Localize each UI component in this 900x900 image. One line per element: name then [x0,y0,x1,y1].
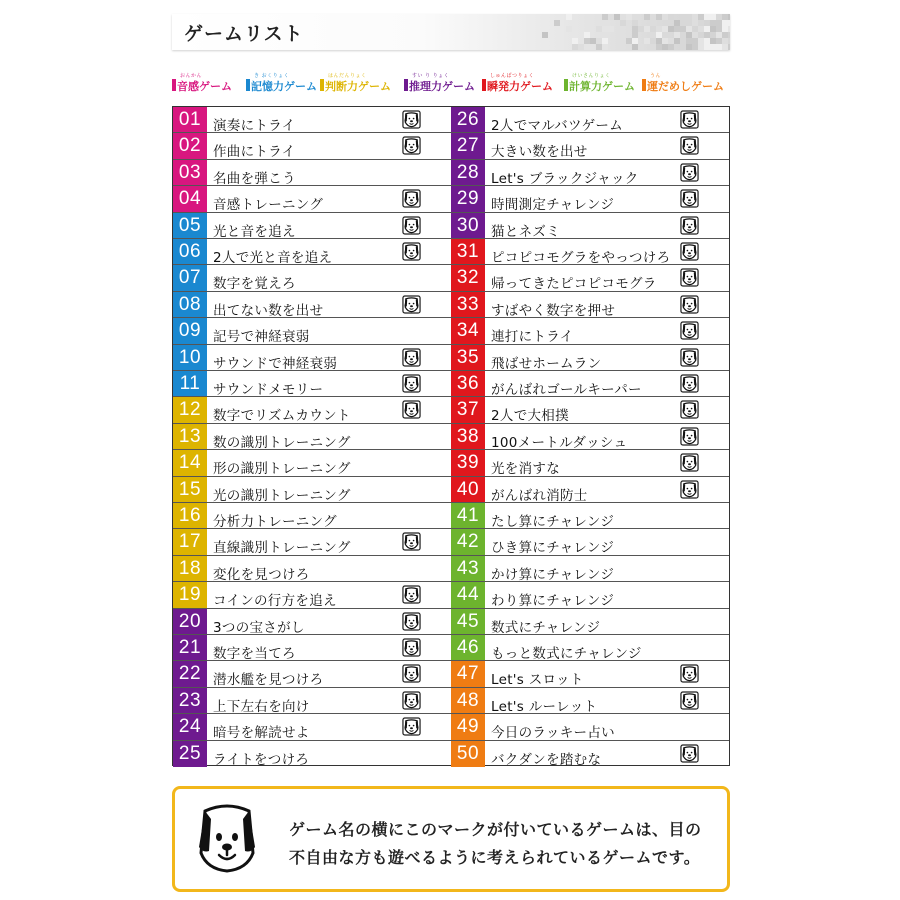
game-number: 37 [451,397,485,422]
legend-label: 計算力ゲーム [569,80,635,93]
dog-face-icon [402,189,421,208]
dog-face-icon [680,348,699,367]
legend-item [320,73,391,94]
game-name: ひき算にチャレンジ [491,540,615,557]
game-name: Let's ブラックジャック [491,170,639,187]
game-number: 27 [451,133,485,158]
legend-color-swatch [404,79,408,91]
legend-color-swatch [172,79,176,91]
game-row [451,529,729,555]
dog-face-icon [680,321,699,340]
game-number: 06 [173,239,207,264]
game-row [451,345,729,371]
legend-ruby: けいさんりょく [572,73,611,79]
dog-face-icon [402,612,421,631]
dog-face-icon [402,400,421,419]
legend-color-swatch [642,79,646,91]
game-name: もっと数式にチャレンジ [491,646,642,662]
game-number: 08 [173,292,207,317]
dog-face-icon [680,480,699,499]
game-name: 演奏にトライ [213,118,296,134]
game-number: 33 [451,292,485,317]
accessibility-note [172,786,730,892]
dog-face-icon [402,216,421,235]
game-number: 01 [173,107,207,132]
game-name: 100メートルダッシュ [491,434,628,451]
game-name: 形の識別トレーニング [213,461,351,478]
game-name: がんばれゴールキーパー [491,382,642,398]
legend-ruby: おんかん [180,73,203,79]
game-row [173,213,451,239]
legend-ruby: はんだんりょく [328,73,367,79]
game-number: 22 [173,661,207,686]
game-name: ピコピコモグラをやっつけろ [491,250,671,266]
game-row [173,424,451,450]
game-name: Let's ルーレット [491,698,598,715]
legend-label: 運だめしゲーム [647,80,724,93]
game-row [173,318,451,344]
game-name: たし算にチャレンジ [491,514,615,530]
dog-face-icon [402,585,421,604]
game-name: 数字でリズムカウント [213,408,351,425]
game-name: 光を消すな [491,461,560,478]
dog-face-icon [680,163,699,182]
game-name: ライトをつけろ [213,751,310,768]
game-number: 38 [451,424,485,449]
game-row [451,556,729,582]
game-row [173,609,451,635]
game-row [173,345,451,371]
game-row [173,661,451,687]
game-row [451,292,729,318]
game-name: 3つの宝さがし [213,619,305,636]
game-row [173,239,451,265]
game-row [173,397,451,423]
game-name: バクダンを踏むな [491,751,602,768]
dog-face-icon [680,400,699,419]
game-number: 21 [173,635,207,660]
game-number: 32 [451,265,485,290]
game-row [173,635,451,661]
game-row [451,160,729,186]
game-number: 10 [173,345,207,370]
game-name: 数の識別トレーニング [213,434,351,451]
game-row [173,133,451,159]
game-row [451,371,729,397]
legend-item [564,73,635,94]
game-number: 07 [173,265,207,290]
game-number: 48 [451,688,485,713]
game-number: 24 [173,714,207,739]
game-row [173,714,451,740]
dog-face-icon [680,268,699,287]
legend-color-swatch [564,79,568,91]
title-bar [172,14,730,50]
game-row [173,371,451,397]
game-row [451,213,729,239]
game-number: 36 [451,371,485,396]
game-number: 31 [451,239,485,264]
game-name: 連打にトライ [491,329,574,346]
game-row [451,635,729,661]
game-row [451,582,729,608]
dog-face-icon [680,295,699,314]
legend-ruby: すい り りょく [412,73,450,79]
dog-face-icon [680,453,699,472]
game-name: 猫とネズミ [491,223,560,240]
game-row [173,450,451,476]
game-number: 09 [173,318,207,343]
dog-face-icon [402,242,421,261]
dog-face-icon [402,348,421,367]
game-row [173,477,451,503]
game-row [173,688,451,714]
game-name: 時間測定チャレンジ [491,197,615,214]
game-list-right-column [451,107,729,768]
game-row [451,107,729,133]
dog-face-icon [402,638,421,657]
game-number: 17 [173,529,207,554]
game-row [451,133,729,159]
dog-face-icon [402,532,421,551]
game-number: 45 [451,609,485,634]
dog-face-icon [197,801,257,875]
dog-face-icon [680,374,699,393]
dog-face-icon [402,110,421,129]
game-name: 変化を見つけろ [213,566,310,583]
game-name: 直線識別トレーニング [213,540,351,557]
game-name: すばやく数字を押せ [491,302,616,319]
game-row [173,503,451,529]
page-title: ゲームリスト [184,23,304,45]
game-row [173,582,451,608]
game-number: 42 [451,529,485,554]
game-row [451,661,729,687]
game-name: コインの行方を追え [213,593,337,610]
dog-face-icon [680,691,699,710]
legend-item [482,73,553,94]
game-name: 今日のラッキー占い [491,725,615,742]
game-number: 02 [173,133,207,158]
dog-face-icon [402,374,421,393]
game-number: 40 [451,477,485,502]
legend-label: 音感ゲーム [177,80,232,93]
category-legend [172,73,730,102]
game-number: 41 [451,503,485,528]
game-number: 43 [451,556,485,581]
dog-face-icon [680,427,699,446]
dog-face-icon [680,242,699,261]
dog-face-icon [680,189,699,208]
game-row [451,477,729,503]
legend-label: 判断力ゲーム [325,80,391,93]
dog-face-icon [680,664,699,683]
game-row [451,503,729,529]
game-number: 30 [451,213,485,238]
game-number: 05 [173,213,207,238]
game-number: 18 [173,556,207,581]
game-name: 2人で大相撲 [491,408,569,425]
game-name: 数式にチャレンジ [491,619,601,636]
legend-label: 瞬発力ゲーム [487,80,553,93]
game-name: わり算にチャレンジ [491,593,615,610]
game-list-table [172,106,730,766]
game-name: サウンドで神経衰弱 [213,355,338,372]
game-number: 03 [173,160,207,185]
game-number: 34 [451,318,485,343]
game-name: 暗号を解読せよ [213,725,310,742]
game-number: 47 [451,661,485,686]
game-number: 26 [451,107,485,132]
game-number: 49 [451,714,485,739]
legend-item [246,73,317,94]
game-name: サウンドメモリー [213,382,324,398]
legend-item [642,73,724,94]
game-name: 分析力トレーニング [213,514,337,530]
game-number: 19 [173,582,207,607]
game-name: 大きい数を出せ [491,144,588,161]
game-name: 名曲を弾こう [213,170,296,187]
game-row [451,714,729,740]
game-row [173,160,451,186]
legend-label: 記憶力ゲーム [251,80,317,93]
game-row [173,529,451,555]
game-name: 数字を覚えろ [213,276,296,293]
legend-color-swatch [246,79,250,91]
game-row [451,609,729,635]
game-name: 上下左右を向け [213,698,310,715]
game-name: がんばれ消防士 [491,487,588,504]
game-name: 2人でマルバツゲーム [491,118,624,134]
dog-face-icon [680,136,699,155]
game-name: 潜水艦を見つけろ [213,672,324,689]
game-number: 13 [173,424,207,449]
game-number: 39 [451,450,485,475]
dog-face-icon [402,717,421,736]
game-row [173,741,451,767]
game-number: 25 [173,741,207,767]
game-row [451,186,729,212]
game-row [451,397,729,423]
game-name: 2人で光と音を追え [213,250,333,266]
dog-face-icon [402,664,421,683]
game-number: 11 [173,371,207,396]
game-name: 光と音を追え [213,223,296,240]
game-name: Let's スロット [491,672,584,689]
legend-label: 推理力ゲーム [409,80,475,93]
dog-face-icon [680,216,699,235]
game-row [451,265,729,291]
dog-face-icon [680,744,699,763]
game-name: 飛ばせホームラン [491,355,602,372]
game-number: 14 [173,450,207,475]
game-name: 光の識別トレーニング [213,487,351,504]
game-row [451,688,729,714]
dog-face-icon [680,110,699,129]
game-number: 15 [173,477,207,502]
game-list-left-column [173,107,452,768]
game-number: 44 [451,582,485,607]
game-row [451,741,729,767]
game-number: 12 [173,397,207,422]
game-number: 16 [173,503,207,528]
game-name: 作曲にトライ [213,144,296,161]
game-row [173,556,451,582]
game-row [451,424,729,450]
game-row [451,318,729,344]
game-row [173,186,451,212]
game-number: 28 [451,160,485,185]
legend-color-swatch [482,79,486,91]
dog-face-icon [402,691,421,710]
note-text-line-2: 不自由な方も遊べるように考えられているゲームです。 [289,848,701,867]
game-row [173,265,451,291]
legend-ruby: しゅんぱつりょく [490,73,535,79]
game-number: 35 [451,345,485,370]
game-name: 帰ってきたピコピコモグラ [491,276,657,293]
game-name: 記号で神経衰弱 [213,329,310,346]
game-row [173,107,451,133]
game-row [173,292,451,318]
legend-ruby: き おくりょく [254,73,290,79]
pixel-decoration [530,14,730,50]
legend-color-swatch [320,79,324,91]
legend-item [172,73,232,94]
game-row [451,450,729,476]
game-name: かけ算にチャレンジ [491,566,615,583]
game-number: 23 [173,688,207,713]
game-name: 音感トレーニング [213,197,324,214]
game-row [451,239,729,265]
game-number: 50 [451,741,485,767]
game-name: 数字を当てろ [213,646,296,662]
legend-ruby: うん [650,73,662,79]
dog-face-icon [402,295,421,314]
game-number: 29 [451,186,485,211]
game-number: 46 [451,635,485,660]
game-name: 出てない数を出せ [213,302,324,319]
note-text-line-1: ゲーム名の横にこのマークが付いているゲームは、目の [289,820,702,839]
dog-face-icon [402,136,421,155]
legend-item [404,73,475,94]
game-number: 20 [173,609,207,634]
game-number: 04 [173,186,207,211]
